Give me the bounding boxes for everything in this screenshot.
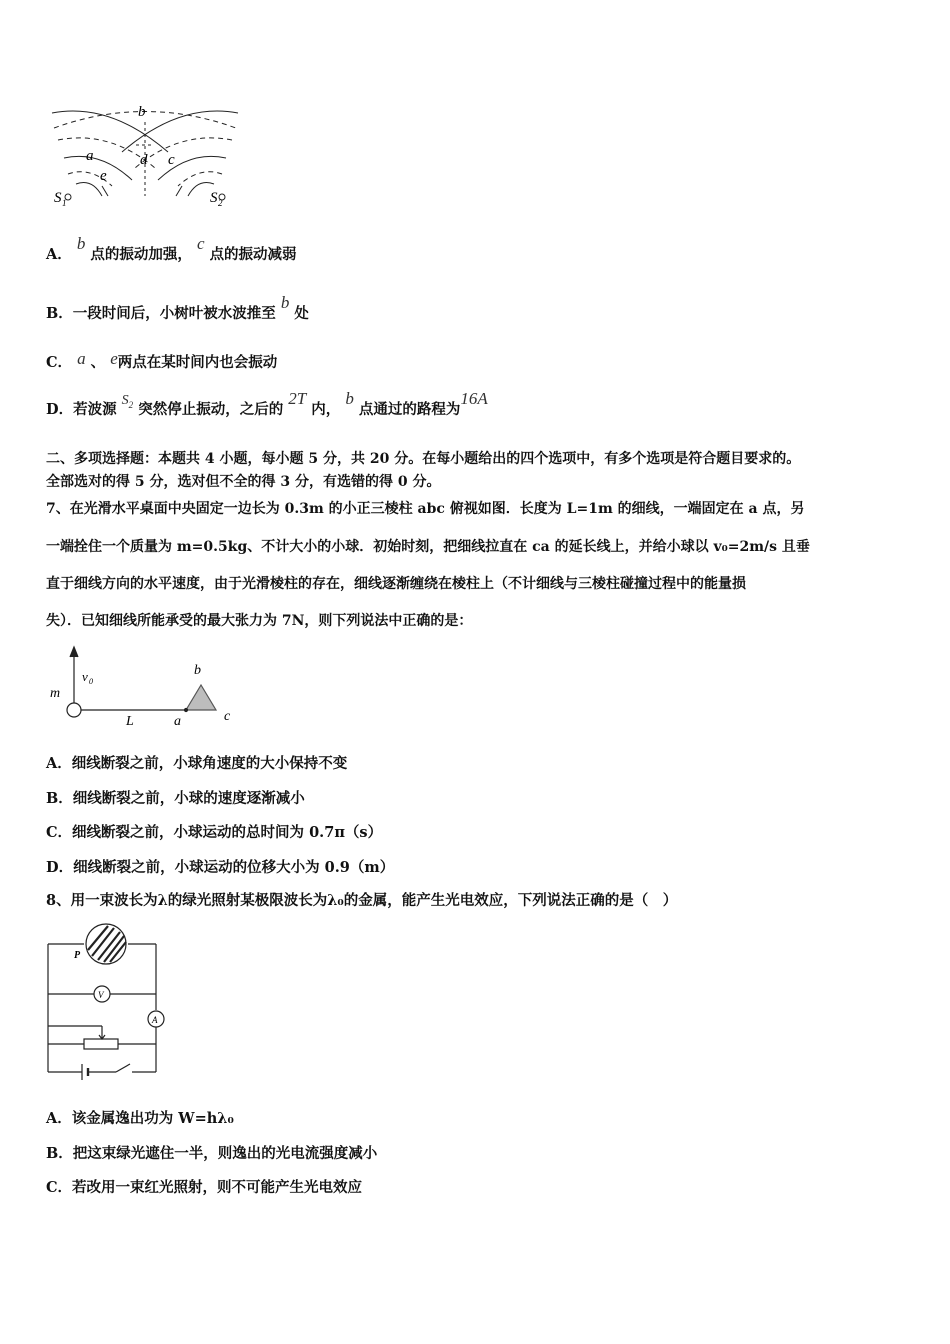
wave-interference-figure <box>50 100 240 212</box>
label-b: b <box>138 104 146 120</box>
math-var: b <box>345 389 354 408</box>
option-text: 点通过的路程为 <box>358 401 461 418</box>
math-var: S <box>121 393 129 408</box>
label-s1: S <box>54 190 62 206</box>
photoelectric-circuit-diagram <box>44 922 169 1082</box>
prism-diagram <box>48 645 248 730</box>
label-b: b <box>194 663 201 678</box>
q8-option-b: B．把这束绿光遮住一半，则逸出的光电流强度减小 <box>46 1145 378 1162</box>
prism-figure <box>48 645 248 730</box>
option-text: 内， <box>311 401 341 418</box>
math-var: e <box>110 349 118 368</box>
option-text: 处 <box>294 305 309 322</box>
option-prefix: B． <box>46 305 73 322</box>
label-e: e <box>100 168 107 184</box>
q6-option-c <box>46 351 277 372</box>
option-prefix: D． <box>46 401 74 418</box>
math-var: 2T <box>288 389 307 408</box>
option-text: 若波源 <box>73 401 117 418</box>
q8-option-c: C．若改用一束红光照射，则不可能产生光电效应 <box>46 1179 363 1196</box>
option-text: 一段时间后，小树叶被水波推至 <box>72 305 276 322</box>
option-text: 点的振动加强， <box>90 246 192 263</box>
option-text: 两点在某时间内也会振动 <box>117 354 278 371</box>
label-ammeter: A <box>152 1015 158 1025</box>
q6-option-a <box>46 234 297 264</box>
math-subscript: 2 <box>128 400 134 410</box>
label-m: m <box>50 686 61 701</box>
option-text: 、 <box>90 354 106 371</box>
option-text: 突然停止振动，之后的 <box>138 401 284 418</box>
label-L: L <box>126 714 134 729</box>
label-c: c <box>168 152 175 168</box>
label-p: P <box>74 950 81 961</box>
q7-stem-line1: 7、在光滑水平桌面中央固定一边长为 0.3m 的小正三棱柱 abc 俯视如图．长度为 L=1m 的细线，一端固定在 a 点，另 <box>46 501 805 517</box>
math-var: a <box>77 349 86 368</box>
q7-option-c: C．细线断裂之前，小球运动的总时间为 0.7π（s） <box>46 824 383 841</box>
label-v: V <box>98 990 104 1000</box>
q6-option-b <box>46 293 309 323</box>
option-prefix: C． <box>46 354 73 371</box>
wave-interference-diagram <box>50 100 240 212</box>
q7-stem-line2: 一端拴住一个质量为 m=0.5kg、不计大小的小球．初始时刻，把细线拉直在 ca 的延长线上，并给小球以 v₀=2m/s 且垂 <box>46 539 810 555</box>
section2-line2: 全部选对的得 5 分，选对但不全的得 3 分，有选错的得 0 分。 <box>46 474 441 490</box>
q8-option-a: A．该金属逸出功为 W=hλ₀ <box>46 1110 234 1127</box>
q7-option-b: B．细线断裂之前，小球的速度逐渐减小 <box>46 790 305 807</box>
math-var: b <box>76 234 86 253</box>
label-s2-sub: 2 <box>218 198 223 208</box>
section2-line1: 二、多项选择题：本题共 4 小题，每小题 5 分，共 20 分。在每小题给出的四个选项中，有多个选项是符合题目要求的。 <box>46 451 801 467</box>
math-var: b <box>280 293 290 312</box>
label-v0-sub: 0 <box>89 677 93 686</box>
q7-option-d: D．细线断裂之前，小球运动的位移大小为 0.9（m） <box>46 859 395 876</box>
math-var: 16A <box>460 389 488 408</box>
q7-stem-line4: 失）．已知细线所能承受的最大张力为 7N，则下列说法中正确的是： <box>46 613 473 629</box>
label-d: d <box>140 152 148 168</box>
option-prefix: A． <box>46 246 72 263</box>
option-text: 点的振动减弱 <box>209 246 297 263</box>
q8-stem: 8、用一束波长为λ的绿光照射某极限波长为λ₀的金属，能产生光电效应，下列说法正确的是（ ） <box>46 892 678 909</box>
photoelectric-circuit-figure <box>44 922 169 1082</box>
q6-option-d <box>46 389 488 419</box>
label-s1-sub: 1 <box>62 198 67 208</box>
label-c: c <box>224 709 231 724</box>
q7-option-a: A．细线断裂之前，小球角速度的大小保持不变 <box>46 755 348 772</box>
label-a: a <box>174 714 181 729</box>
label-a: a <box>86 148 94 164</box>
q7-stem-line3: 直于细线方向的水平速度，由于光滑棱柱的存在，细线逐渐缠绕在棱柱上（不计细线与三棱柱碰撞过程中的能量损 <box>46 576 746 592</box>
label-v0: v <box>82 669 88 684</box>
math-var: c <box>196 234 205 253</box>
label-s2: S <box>210 190 218 206</box>
